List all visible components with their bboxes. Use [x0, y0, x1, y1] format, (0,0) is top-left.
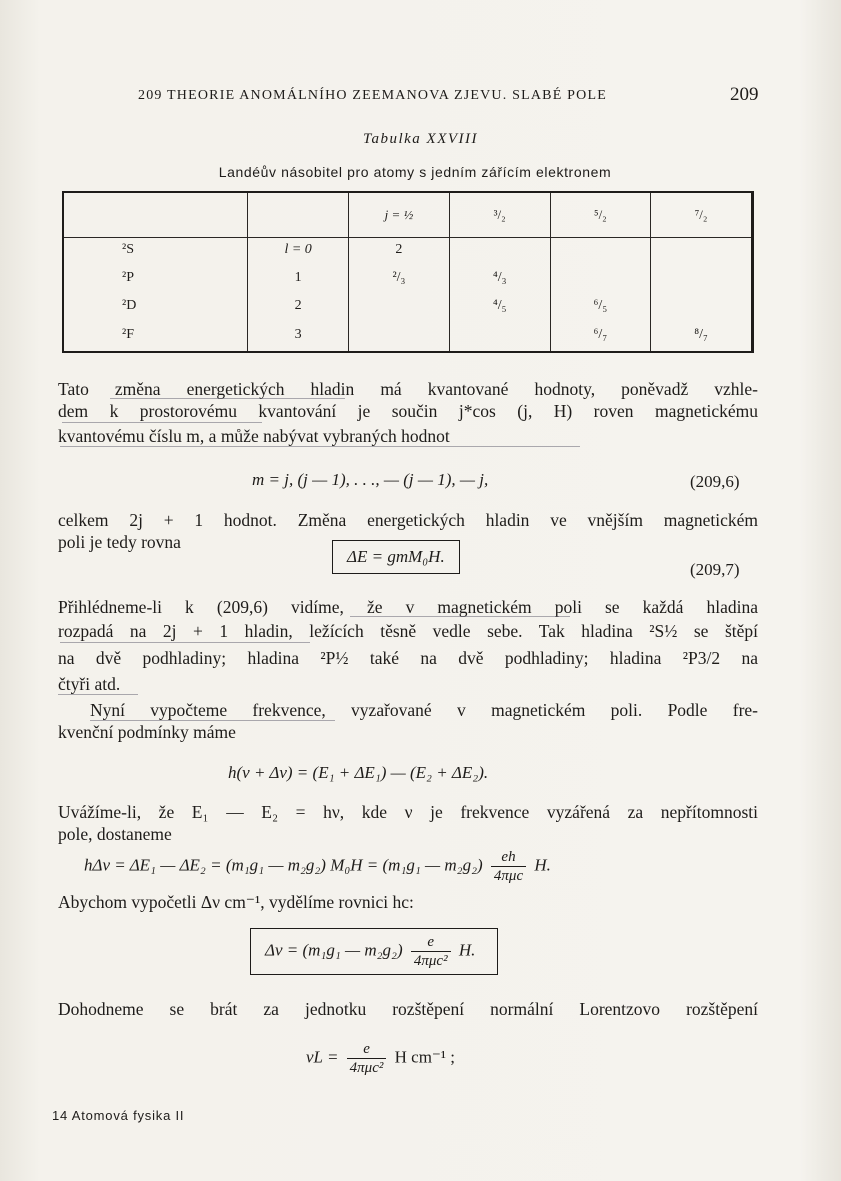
pencil-underline — [350, 616, 570, 617]
equation-lhs: Δν = (m₁g₁ — m₂g₂) — [265, 940, 403, 960]
equation-number: (209,6) — [690, 472, 740, 491]
fraction-numerator: e — [411, 933, 451, 952]
pencil-underline — [58, 694, 138, 695]
fraction-denominator: 4πμc — [493, 868, 524, 884]
lande-factor-table — [62, 191, 754, 353]
equation-lorentz-unit — [306, 1040, 455, 1077]
g-cell: ⁴/₅ — [449, 294, 550, 322]
table-caption: Landéův násobitel pro atomy s jedním zářícím elektronem — [218, 164, 612, 180]
g-cell: ²/₃ — [349, 266, 450, 294]
paragraph-line: Přihlédneme-li k (209,6) vidíme, že v magnetickém poli se každá hladina — [58, 597, 758, 617]
sheet-signature: 14 Atomová fysika II — [52, 1108, 185, 1123]
pencil-underline — [60, 642, 310, 643]
equation-tail: H cm⁻¹ ; — [394, 1047, 455, 1067]
table-row — [63, 238, 753, 267]
term-cell: ²F — [122, 326, 134, 342]
equation-wavenumber-box — [250, 928, 498, 975]
column-header-j-5-2: ⁵/₂ — [550, 192, 651, 238]
g-cell — [349, 323, 450, 352]
g-cell — [550, 266, 651, 294]
pencil-underline — [110, 398, 345, 399]
paragraph-line: dem k prostorovému kvantování je součin j*cos (j, H) roven magnetickému — [58, 401, 758, 421]
equation-lhs: hΔν = ΔE₁ — ΔE₂ = (m₁g₁ — m₂g₂) M₀H = (m₁g₁ — m₂g₂) — [84, 855, 483, 875]
g-cell — [550, 238, 651, 267]
column-header-j-half: j = ½ — [349, 192, 450, 238]
term-cell: ²D — [122, 298, 137, 314]
equation-delta-nu — [84, 848, 551, 885]
table-title: Tabulka XXVIII — [362, 131, 478, 147]
table-row — [63, 266, 753, 294]
running-header — [138, 84, 768, 105]
fraction-numerator: eh — [491, 848, 526, 867]
paragraph-line: Tato změna energetických hladin má kvantované hodnoty, poněvadž vzhle- — [58, 379, 758, 399]
equation-209-7: ΔE = gmM₀H. — [332, 540, 460, 574]
paragraph-line: na dvě podhladiny; hladina ²P½ také na dvě podhladiny; hladina ²P3/2 na — [58, 648, 758, 668]
column-header-j-7-2: ⁷/₂ — [651, 192, 753, 238]
g-cell: 2 — [349, 238, 450, 267]
pencil-underline — [90, 720, 335, 721]
pencil-underline — [62, 422, 262, 423]
fraction — [347, 1040, 387, 1077]
equation-tail: H. — [458, 940, 476, 960]
column-header-j-3-2: ³/₂ — [449, 192, 550, 238]
paragraph-line: čtyři atd. — [58, 674, 121, 694]
paragraph-line: Nyní vypočteme frekvence, vyzařované v magnetickém poli. Podle fre- — [90, 700, 758, 720]
pencil-underline — [60, 446, 580, 447]
g-cell — [651, 294, 753, 322]
term-cell: ²S — [122, 242, 134, 257]
g-cell: ⁸/₇ — [651, 323, 753, 352]
equation-lhs: νL = — [306, 1047, 339, 1067]
table-header-row — [63, 192, 753, 238]
l-cell: 1 — [248, 266, 349, 294]
g-cell — [449, 238, 550, 267]
l-cell: l = 0 — [248, 238, 349, 267]
equation-tail: H. — [534, 855, 551, 875]
paragraph-line: Abychom vypočetli Δν cm⁻¹, vydělíme rovnici hc: — [58, 892, 414, 912]
paragraph-line: rozpadá na 2j + 1 hladin, ležících těsně vedle sebe. Tak hladina ²S½ se štěpí — [58, 621, 758, 641]
paragraph-line: Dohodneme se brát za jednotku rozštěpení normální Lorentzovo rozštěpení — [58, 999, 758, 1019]
equation-209-7-box — [332, 540, 460, 574]
paragraph-line: kvantovému číslu m, a může nabývat vybraných hodnot — [58, 426, 450, 446]
l-cell: 2 — [248, 294, 349, 322]
g-cell — [651, 266, 753, 294]
paragraph-line: celkem 2j + 1 hodnot. Změna energetických hladin ve vnějším magnetickém — [58, 510, 758, 530]
g-cell — [349, 294, 450, 322]
g-cell — [651, 238, 753, 267]
table-row — [63, 323, 753, 352]
g-cell: ⁶/₅ — [550, 294, 651, 322]
g-cell — [449, 323, 550, 352]
equation-frequency-condition: h(ν + Δν) = (E₁ + ΔE₁) — (E₂ + ΔE₂). — [228, 763, 489, 782]
table-row — [63, 294, 753, 322]
g-cell: ⁴/₃ — [449, 266, 550, 294]
page-number: 209 — [730, 84, 759, 105]
boxed-equation — [250, 928, 498, 975]
term-cell: ²P — [122, 270, 134, 286]
equation-209-6: m = j, (j — 1), . . ., — (j — 1), — j, — [252, 470, 489, 489]
fraction-numerator: e — [347, 1040, 387, 1059]
l-cell: 3 — [248, 323, 349, 352]
paragraph-line: poli je tedy rovna — [58, 532, 181, 552]
paragraph-line: Uvážíme-li, že E₁ — E₂ = hν, kde ν je frekvence vyzářená za nepřítomnosti — [58, 802, 758, 822]
fraction-denominator: 4πμc² — [349, 1060, 384, 1076]
fraction — [491, 848, 526, 885]
fraction-denominator: 4πμc² — [413, 953, 448, 969]
running-title: 209 THEORIE ANOMÁLNÍHO ZEEMANOVA ZJEVU. SLABÉ POLE — [138, 88, 607, 103]
g-cell: ⁶/₇ — [550, 323, 651, 352]
equation-number: (209,7) — [690, 560, 740, 579]
fraction — [411, 933, 451, 970]
paragraph-line: kvenční podmínky máme — [58, 722, 236, 742]
column-header — [248, 192, 349, 238]
column-header — [63, 192, 248, 238]
paragraph-line: pole, dostaneme — [58, 824, 172, 844]
